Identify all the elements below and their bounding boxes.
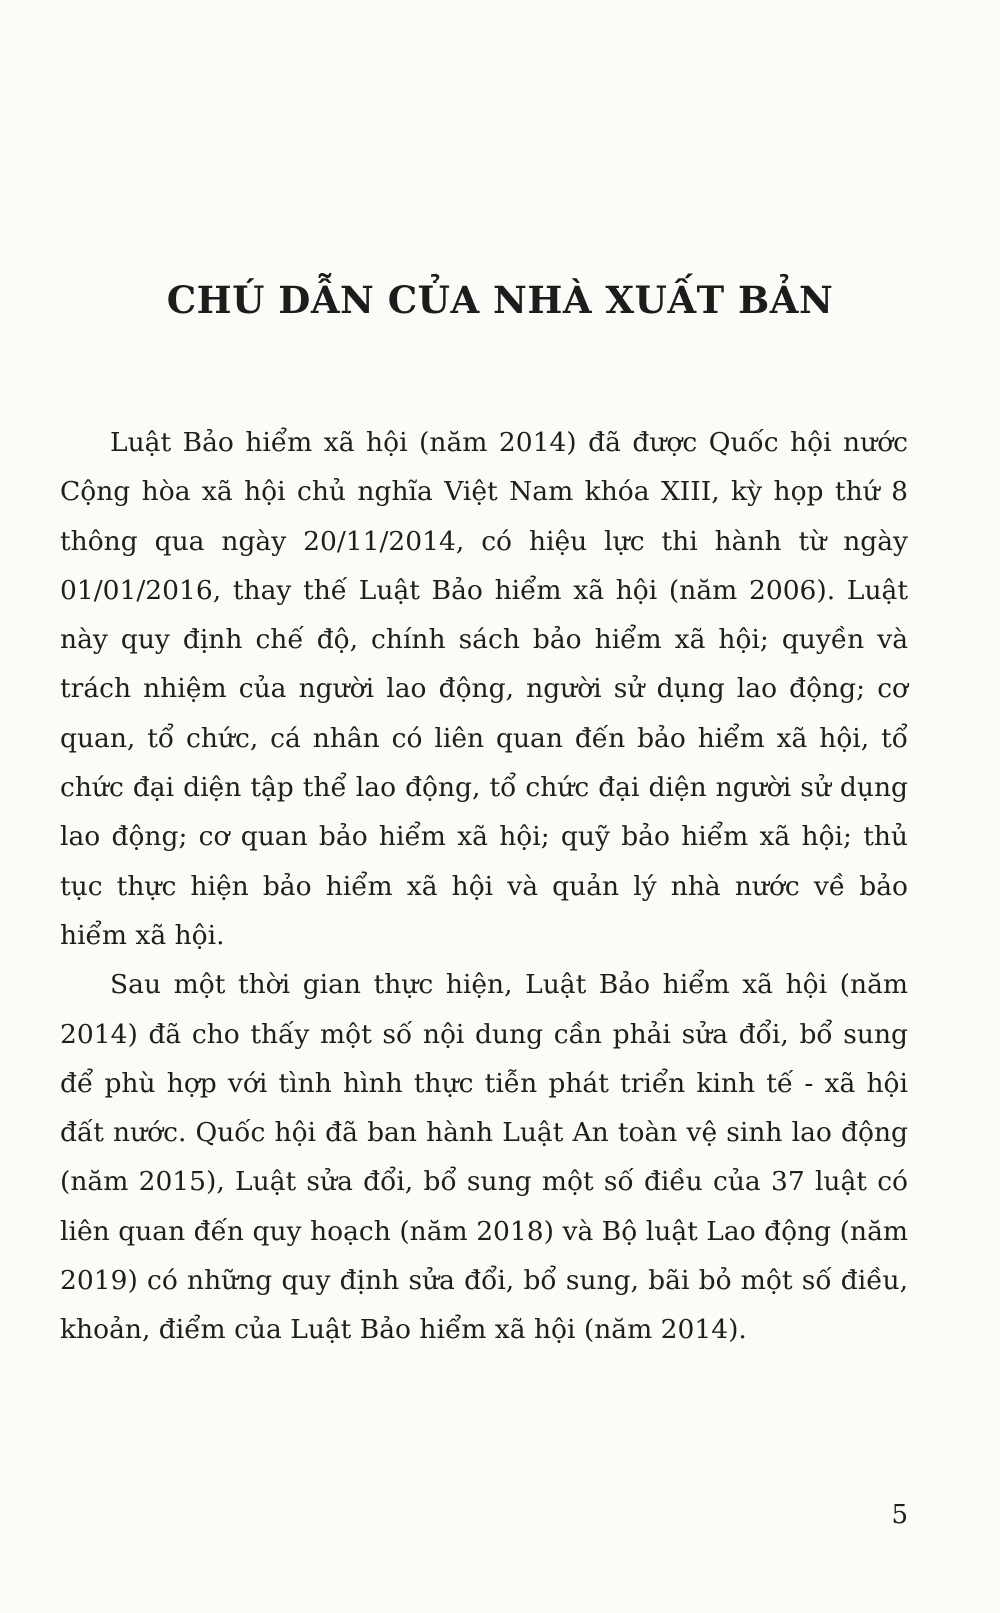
body-text: [60, 418, 908, 1355]
page-number: 5: [891, 1500, 908, 1530]
paragraph-1: Luật Bảo hiểm xã hội (năm 2014) đã được Quốc hội nước Cộng hòa xã hội chủ nghĩa Việt Nam khóa XIII, kỳ họp thứ 8 thông qua ngày 20/11/2014, có hiệu lực thi hành từ ngày 01/01/2016, thay thế Luật Bảo hiểm xã hội (năm 2006). Luật này quy định chế độ, chính sách bảo hiểm xã hội; quyền và trách nhiệm của người lao động, người sử dụng lao động; cơ quan, tổ chức, cá nhân có liên quan đến bảo hiểm xã hội, tổ chức đại diện tập thể lao động, tổ chức đại diện người sử dụng lao động; cơ quan bảo hiểm xã hội; quỹ bảo hiểm xã hội; thủ tục thực hiện bảo hiểm xã hội và quản lý nhà nước về bảo hiểm xã hội.: [60, 427, 908, 951]
page-title: CHÚ DẪN CỦA NHÀ XUẤT BẢN: [166, 278, 834, 322]
paragraph-2: Sau một thời gian thực hiện, Luật Bảo hiểm xã hội (năm 2014) đã cho thấy một số nội dung cần phải sửa đổi, bổ sung để phù hợp với tình hình thực tiễn phát triển kinh tế - xã hội đất nước. Quốc hội đã ban hành Luật An toàn vệ sinh lao động (năm 2015), Luật sửa đổi, bổ sung một số điều của 37 luật có liên quan đến quy hoạch (năm 2018) và Bộ luật Lao động (năm 2019) có những quy định sửa đổi, bổ sung, bãi bỏ một số điều, khoản, điểm của Luật Bảo hiểm xã hội (năm 2014).: [60, 969, 908, 1346]
